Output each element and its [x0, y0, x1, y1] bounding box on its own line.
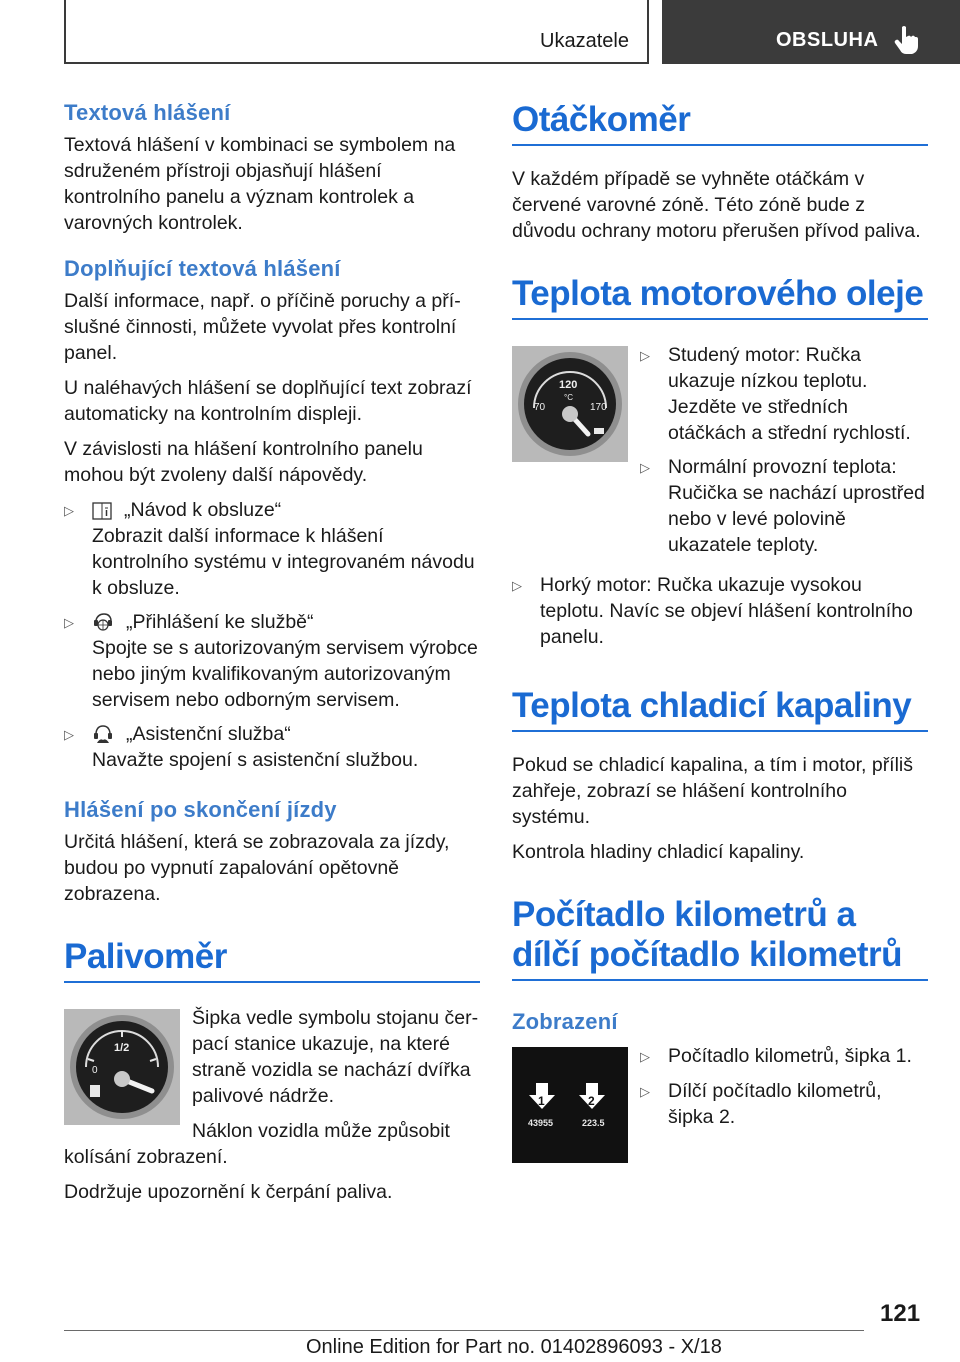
bullet-service-label: „Přihlášení ke službě“ [126, 611, 314, 633]
bullet-assistance-text: Navažte spojení s asistenční službou. [92, 749, 419, 771]
heading-after-trip: Hlášení po skončení jízdy [64, 797, 337, 822]
oil-bullet-normal [640, 454, 928, 558]
fuel-gauge-dial-icon [64, 1009, 180, 1125]
header-section-title: Ukazatele [540, 30, 629, 52]
oil-bullet-cold-text: Studený motor: Ručka ukazuje nízkou teplotu. Jezděte ve středních otáčkách a střední rychlostí. [668, 344, 911, 444]
manual-icon [92, 501, 112, 521]
heading-rule [64, 981, 480, 983]
left-column [64, 100, 480, 1214]
oil-temp-gauge-image [512, 346, 628, 462]
triangle-bullet-icon: ▷ [64, 727, 74, 742]
odometer-bullet-1-text: Počítadlo kilometrů, šipka 1. [668, 1045, 912, 1067]
oil-gauge-high-label: 170 [590, 402, 607, 413]
odometer-display-icon [512, 1047, 628, 1163]
oil-gauge-mid-label: 120 [559, 379, 578, 391]
odometer-bullet-1 [640, 1043, 928, 1070]
supplementary-p1: Další informace, např. o příčině poruchy a příslušné činnosti, můžete vyvolat přes kontrolní panel. [64, 290, 461, 364]
heading-oil-temp: Teplota motorového oleje [512, 274, 924, 313]
bullet-service-text: Spojte se s autorizovaným servisem výrobce nebo jiným kvalifikovaným autorizovaným servisem nebo odborným servisem. [92, 637, 478, 711]
header-chapter-label: OBSLUHA [776, 29, 879, 51]
bullet-manual [64, 497, 480, 601]
oil-gauge-unit-label: °C [564, 393, 573, 402]
bmw-service-icon [92, 612, 114, 634]
oil-bullet-hot [512, 572, 928, 650]
triangle-bullet-icon: ▷ [640, 460, 650, 475]
fuel-gauge-p3: Dodržuje upozornění k čerpání paliva. [64, 1181, 393, 1203]
heading-rule [512, 318, 928, 320]
footer-rule [64, 1330, 864, 1331]
fuel-gauge-empty-label: 0 [92, 1065, 98, 1076]
supplementary-p2: U naléhavých hlášení se doplňující text zobrazí automaticky na kontrolním displeji. [64, 377, 472, 425]
heading-odometer: Počítadlo kilometrů a dílčí počítadlo kilometrů [512, 895, 903, 974]
triangle-bullet-icon: ▷ [640, 348, 650, 363]
heading-text-messages: Textová hlášení [64, 100, 231, 125]
triangle-bullet-icon: ▷ [640, 1084, 650, 1099]
triangle-bullet-icon: ▷ [64, 503, 74, 518]
odometer-image [512, 1047, 628, 1163]
odometer-arrow2-label: 2 [588, 1094, 595, 1108]
tachometer-body: V každém případě se vyhněte otáčkám v červené varovné zóně. Této zóně bude z důvodu ochrany motoru přerušen přívod paliva. [512, 168, 921, 242]
coolant-p1: Pokud se chladicí kapalina, a tím i motor, příliš zahřeje, zobrazí se hlášení kontrolního systému. [512, 754, 914, 828]
oil-temp-dial-icon [512, 346, 628, 462]
supplementary-p3: V závislosti na hlášení kontrolního panelu mohou být zvoleny další nápovědy. [64, 438, 423, 486]
heading-rule [512, 979, 928, 981]
fuel-gauge-p2: Náklon vozidla může způsobit kolísání zobrazení. [64, 1120, 450, 1168]
fuel-gauge-half-label: 1/2 [114, 1042, 130, 1054]
oil-bullet-cold [640, 342, 928, 446]
triangle-bullet-icon: ▷ [512, 578, 522, 593]
heading-tachometer: Otáčkoměr [512, 100, 691, 139]
text-messages-body: Textová hlášení v kombinaci se symbolem na sdruženém přístroji objasňují hlášení kontrolního panelu a význam kontrolek a varovných kontrolek. [64, 134, 456, 234]
triangle-bullet-icon: ▷ [640, 1049, 650, 1064]
bullet-manual-label: „Návod k obsluze“ [124, 499, 282, 521]
triangle-bullet-icon: ▷ [64, 615, 74, 630]
odometer-total-value: 43955 [528, 1118, 554, 1128]
bullet-assistance-label: „Asistenční služba“ [126, 723, 291, 745]
page-number: 121 [880, 1300, 921, 1327]
pointing-hand-icon [894, 25, 920, 55]
odometer-bullet-2 [640, 1078, 928, 1130]
heading-coolant: Teplota chladicí kapaliny [512, 686, 912, 725]
heading-rule [512, 144, 928, 146]
heading-display: Zobrazení [512, 1009, 618, 1034]
footer-edition: Online Edition for Part no. 01402896093 - X/18 [306, 1336, 722, 1358]
coolant-p2: Kontrola hladiny chladicí kapaliny. [512, 841, 805, 863]
oil-bullet-normal-text: Normální provozní teplota: Ručička se nachází uprostřed nebo v levé polovině ukazatele teploty. [668, 456, 925, 556]
bullet-service [64, 609, 480, 713]
bullet-assistance [64, 721, 480, 773]
bullet-manual-text: Zobrazit další informace k hlášení kontrolního systému v integrovaném návodu k obsluze. [92, 525, 475, 599]
odometer-trip-value: 223.5 [582, 1118, 605, 1128]
right-column [512, 100, 928, 1169]
heading-fuel-gauge: Palivoměr [64, 937, 227, 976]
odometer-arrow1-label: 1 [538, 1094, 545, 1108]
odometer-bullet-2-text: Dílčí počítadlo kilometrů, šipka 2. [668, 1080, 882, 1128]
heading-supplementary: Doplňující textová hlášení [64, 256, 341, 281]
oil-bullet-hot-text: Horký motor: Ručka ukazuje vysokou teplotu. Navíc se objeví hlášení kontrolního panelu. [540, 574, 913, 648]
fuel-gauge-image [64, 1009, 180, 1125]
after-trip-body: Určitá hlášení, která se zobrazovala za jízdy, budou po vypnutí zapalování opětovně zobrazena. [64, 831, 450, 905]
header-chapter-tab[interactable] [662, 0, 960, 64]
heading-rule [512, 730, 928, 732]
assistance-icon [92, 724, 114, 746]
oil-gauge-low-label: 70 [534, 402, 546, 413]
fuel-gauge-p1: Šipka vedle symbolu stojanu čerpací stanice ukazuje, na které straně vozidla se nachází dvířka palivové nádrže. [192, 1007, 479, 1107]
